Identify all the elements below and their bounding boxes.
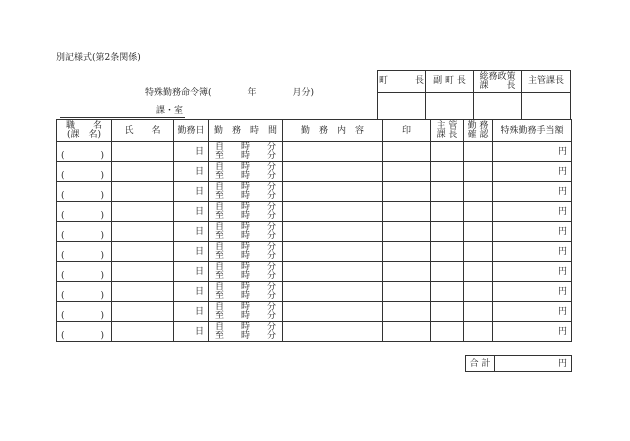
seal-cell[interactable] bbox=[383, 282, 431, 302]
position-cell[interactable]: ( ) bbox=[57, 142, 112, 162]
work-check-cell[interactable] bbox=[464, 322, 493, 342]
seal-cell[interactable] bbox=[383, 182, 431, 202]
table-row bbox=[57, 182, 572, 202]
approval-table bbox=[377, 70, 571, 120]
work-day-cell[interactable]: 日 bbox=[174, 182, 209, 202]
header-work-check: 勤 務 確 認 bbox=[464, 120, 493, 142]
approval-seal-cell[interactable] bbox=[426, 93, 474, 120]
seal-cell[interactable] bbox=[383, 222, 431, 242]
work-content-cell[interactable] bbox=[283, 202, 383, 222]
table-row bbox=[57, 282, 572, 302]
name-cell[interactable] bbox=[112, 202, 174, 222]
work-day-cell[interactable]: 日 bbox=[174, 202, 209, 222]
seal-cell[interactable] bbox=[383, 142, 431, 162]
duty-table bbox=[56, 119, 572, 342]
work-time-cell[interactable]: 自 時 分 至 時 分 bbox=[209, 242, 283, 262]
section-chief-cell[interactable] bbox=[431, 142, 464, 162]
header-work-day: 勤務日 bbox=[174, 120, 209, 142]
header-seal: 印 bbox=[383, 120, 431, 142]
work-time-cell[interactable]: 自 時 分 至 時 分 bbox=[209, 182, 283, 202]
name-cell[interactable] bbox=[112, 162, 174, 182]
work-day-cell[interactable]: 日 bbox=[174, 162, 209, 182]
allowance-cell[interactable]: 円 bbox=[493, 182, 572, 202]
work-check-cell[interactable] bbox=[464, 222, 493, 242]
approval-seal-cell[interactable] bbox=[378, 93, 426, 120]
work-time-cell[interactable]: 自 時 分 至 時 分 bbox=[209, 222, 283, 242]
work-time-cell[interactable]: 自 時 分 至 時 分 bbox=[209, 162, 283, 182]
seal-cell[interactable] bbox=[383, 242, 431, 262]
table-row bbox=[57, 242, 572, 262]
work-time-cell[interactable]: 自 時 分 至 時 分 bbox=[209, 202, 283, 222]
work-time-cell[interactable]: 自 時 分 至 時 分 bbox=[209, 262, 283, 282]
work-check-cell[interactable] bbox=[464, 262, 493, 282]
work-content-cell[interactable] bbox=[283, 182, 383, 202]
table-row bbox=[57, 302, 572, 322]
section-chief-cell[interactable] bbox=[431, 322, 464, 342]
total-table bbox=[465, 355, 572, 372]
section-chief-cell[interactable] bbox=[431, 182, 464, 202]
work-content-cell[interactable] bbox=[283, 162, 383, 182]
work-content-cell[interactable] bbox=[283, 142, 383, 162]
work-content-cell[interactable] bbox=[283, 242, 383, 262]
work-check-cell[interactable] bbox=[464, 282, 493, 302]
form-label: 別記様式(第2条関係) bbox=[56, 53, 141, 63]
work-time-cell[interactable]: 自 時 分 至 時 分 bbox=[209, 142, 283, 162]
table-row bbox=[57, 202, 572, 222]
approval-seal-cell[interactable] bbox=[522, 93, 571, 120]
work-day-cell[interactable]: 日 bbox=[174, 302, 209, 322]
allowance-cell[interactable]: 円 bbox=[493, 302, 572, 322]
section-chief-cell[interactable] bbox=[431, 222, 464, 242]
work-content-cell[interactable] bbox=[283, 322, 383, 342]
work-time-cell[interactable]: 自 時 分 至 時 分 bbox=[209, 322, 283, 342]
allowance-cell[interactable]: 円 bbox=[493, 322, 572, 342]
work-day-cell[interactable]: 日 bbox=[174, 262, 209, 282]
work-day-cell[interactable]: 日 bbox=[174, 142, 209, 162]
header-allowance: 特殊勤務手当額 bbox=[493, 120, 572, 142]
header-work-time: 勤 務 時 間 bbox=[209, 120, 283, 142]
work-content-cell[interactable] bbox=[283, 262, 383, 282]
seal-cell[interactable] bbox=[383, 302, 431, 322]
allowance-cell[interactable]: 円 bbox=[493, 242, 572, 262]
section-chief-cell[interactable] bbox=[431, 262, 464, 282]
name-cell[interactable] bbox=[112, 182, 174, 202]
approval-seal-cell[interactable] bbox=[474, 93, 522, 120]
seal-cell[interactable] bbox=[383, 322, 431, 342]
form-title: 特殊勤務命令簿( 年 月分) bbox=[145, 88, 315, 98]
section-chief-cell[interactable] bbox=[431, 242, 464, 262]
section-chief-cell[interactable] bbox=[431, 302, 464, 322]
position-cell[interactable]: ( ) bbox=[57, 322, 112, 342]
work-content-cell[interactable] bbox=[283, 302, 383, 322]
name-cell[interactable] bbox=[112, 262, 174, 282]
total-amount[interactable]: 円 bbox=[495, 356, 572, 372]
table-row bbox=[57, 322, 572, 342]
allowance-cell[interactable]: 円 bbox=[493, 222, 572, 242]
work-check-cell[interactable] bbox=[464, 242, 493, 262]
table-row bbox=[57, 262, 572, 282]
table-row bbox=[57, 222, 572, 242]
position-cell[interactable]: ( ) bbox=[57, 302, 112, 322]
header-position: 職 名 (課 名) bbox=[57, 120, 112, 142]
approval-head-general: 総務政策 課 長 bbox=[474, 71, 522, 93]
header-section-chief: 主 管 課 長 bbox=[431, 120, 464, 142]
work-content-cell[interactable] bbox=[283, 282, 383, 302]
section-chief-cell[interactable] bbox=[431, 282, 464, 302]
approval-head-deputy: 副 町 長 bbox=[426, 71, 474, 93]
work-day-cell[interactable]: 日 bbox=[174, 222, 209, 242]
approval-head-chief: 主管課長 bbox=[522, 71, 571, 93]
name-cell[interactable] bbox=[112, 302, 174, 322]
table-row bbox=[57, 162, 572, 182]
allowance-cell[interactable]: 円 bbox=[493, 282, 572, 302]
name-cell[interactable] bbox=[112, 142, 174, 162]
work-check-cell[interactable] bbox=[464, 202, 493, 222]
section-chief-cell[interactable] bbox=[431, 202, 464, 222]
position-cell[interactable]: ( ) bbox=[57, 182, 112, 202]
work-day-cell[interactable]: 日 bbox=[174, 322, 209, 342]
seal-cell[interactable] bbox=[383, 262, 431, 282]
total-label: 合 計 bbox=[466, 356, 495, 372]
name-cell[interactable] bbox=[112, 322, 174, 342]
allowance-cell[interactable]: 円 bbox=[493, 202, 572, 222]
name-cell[interactable] bbox=[112, 222, 174, 242]
work-day-cell[interactable]: 日 bbox=[174, 242, 209, 262]
position-cell[interactable]: ( ) bbox=[57, 222, 112, 242]
header-name: 氏 名 bbox=[112, 120, 174, 142]
seal-cell[interactable] bbox=[383, 162, 431, 182]
allowance-cell[interactable]: 円 bbox=[493, 262, 572, 282]
work-time-cell[interactable]: 自 時 分 至 時 分 bbox=[209, 302, 283, 322]
position-cell[interactable]: ( ) bbox=[57, 282, 112, 302]
work-time-cell[interactable]: 自 時 分 至 時 分 bbox=[209, 282, 283, 302]
dept-underline bbox=[60, 117, 185, 118]
allowance-cell[interactable]: 円 bbox=[493, 142, 572, 162]
name-cell[interactable] bbox=[112, 282, 174, 302]
work-check-cell[interactable] bbox=[464, 162, 493, 182]
work-check-cell[interactable] bbox=[464, 302, 493, 322]
position-cell[interactable]: ( ) bbox=[57, 162, 112, 182]
work-check-cell[interactable] bbox=[464, 142, 493, 162]
dept-label: 課・室 bbox=[156, 106, 184, 116]
header-work-content: 勤 務 内 容 bbox=[283, 120, 383, 142]
approval-head-mayor: 町 長 bbox=[378, 71, 426, 93]
work-day-cell[interactable]: 日 bbox=[174, 282, 209, 302]
position-cell[interactable]: ( ) bbox=[57, 242, 112, 262]
seal-cell[interactable] bbox=[383, 202, 431, 222]
table-row bbox=[57, 142, 572, 162]
work-content-cell[interactable] bbox=[283, 222, 383, 242]
position-cell[interactable]: ( ) bbox=[57, 202, 112, 222]
allowance-cell[interactable]: 円 bbox=[493, 162, 572, 182]
name-cell[interactable] bbox=[112, 242, 174, 262]
section-chief-cell[interactable] bbox=[431, 162, 464, 182]
position-cell[interactable]: ( ) bbox=[57, 262, 112, 282]
work-check-cell[interactable] bbox=[464, 182, 493, 202]
